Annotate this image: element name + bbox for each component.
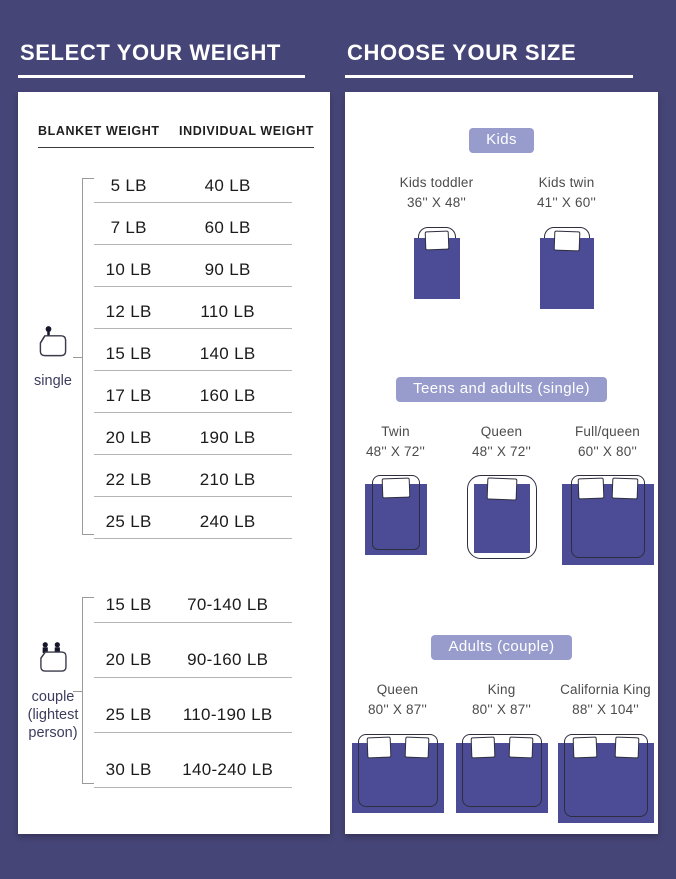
bed-illustration-twin [365, 475, 427, 561]
teens-adults-badge: Teens and adults (single) [396, 377, 607, 402]
table-header [38, 124, 314, 148]
size-name: Twin [381, 423, 410, 439]
blanket-weight-value: 15 LB [105, 344, 152, 363]
single-weight-section [24, 174, 330, 539]
couple-bracket [82, 597, 94, 784]
weight-row [94, 329, 292, 371]
size-dimensions: 41'' X 60'' [536, 195, 597, 211]
size-item-california-king [558, 680, 654, 826]
couple-sleepers-icon [34, 639, 72, 684]
individual-weight-value: 240 LB [199, 512, 256, 531]
weight-row [94, 455, 292, 497]
weight-row [94, 371, 292, 413]
pillow [404, 736, 429, 758]
size-dimensions: 88'' X 104'' [572, 702, 639, 718]
size-dimensions: 48'' X 72'' [471, 443, 532, 459]
pillow [424, 230, 449, 250]
blanket-weight-value: 30 LB [105, 760, 152, 779]
size-column [345, 40, 658, 834]
bed-illustration-california-king [558, 734, 654, 826]
single-rows [94, 174, 292, 539]
bed-illustration-queen-couple [352, 734, 444, 816]
size-group-teens-adults-single [349, 377, 654, 570]
blanket-weight-value: 20 LB [105, 428, 152, 447]
individual-weight-value: 60 LB [204, 218, 251, 237]
size-item-twin [348, 422, 444, 562]
blanket-weight-value: 20 LB [105, 650, 152, 669]
bed-illustration-kids-twin [537, 227, 597, 311]
individual-weight-value: 90 LB [204, 260, 251, 279]
couple-weight-section [24, 593, 330, 788]
pillow [508, 736, 533, 758]
adults-items [349, 680, 654, 826]
size-dimensions: 80'' X 87'' [471, 702, 532, 718]
bed-illustration-kids-toddler [411, 227, 463, 301]
adults-couple-badge: Adults (couple) [431, 635, 571, 660]
kids-items [349, 173, 654, 311]
couple-rows [94, 593, 292, 788]
pillow [577, 478, 604, 500]
blanket-weight-value: 12 LB [105, 302, 152, 321]
size-card [345, 92, 658, 834]
size-name: Queen [376, 682, 419, 697]
size-name: Kids toddler [399, 175, 474, 190]
pillow [611, 478, 638, 500]
bed-illustration-full-queen [562, 475, 654, 569]
size-group-adults-couple [349, 635, 654, 826]
pillow [553, 230, 580, 251]
pillow [366, 736, 391, 758]
blanket-weight-value: 25 LB [105, 512, 152, 531]
size-item-queen-couple [350, 680, 446, 816]
individual-weight-value: 210 LB [199, 470, 256, 489]
weight-row [94, 678, 292, 733]
single-sleeper-icon [35, 323, 71, 368]
size-dimensions: 80'' X 87'' [367, 702, 428, 718]
blanket-weight-value: 10 LB [105, 260, 152, 279]
size-name: California King [560, 682, 651, 697]
size-name: Full/queen [574, 423, 641, 439]
blanket-weight-value: 17 LB [105, 386, 152, 405]
pillow [614, 736, 639, 758]
bed-illustration-queen-single [467, 475, 537, 559]
weight-row [94, 174, 292, 203]
weight-row [94, 497, 292, 539]
couple-label: couple (lightest person) [27, 688, 79, 742]
individual-weight-value: 110-190 LB [182, 705, 273, 724]
blanket-weight-value: 5 LB [110, 176, 147, 195]
blanket-weight-value: 7 LB [110, 218, 147, 237]
blanket-weight-header: BLANKET WEIGHT [38, 124, 160, 138]
single-bracket [82, 178, 94, 535]
size-group-kids [349, 128, 654, 311]
size-item-queen-single [454, 422, 550, 560]
size-name: King [487, 682, 516, 697]
pillow [381, 478, 410, 499]
weight-row [94, 413, 292, 455]
size-item-king [454, 680, 550, 816]
pillow [486, 477, 517, 500]
individual-weight-value: 190 LB [199, 428, 256, 447]
weight-row [94, 733, 292, 788]
weight-row [94, 623, 292, 678]
blanket-weight-value: 22 LB [105, 470, 152, 489]
individual-weight-value: 40 LB [204, 176, 251, 195]
weight-row [94, 245, 292, 287]
individual-weight-value: 160 LB [199, 386, 256, 405]
weight-row [94, 203, 292, 245]
teens-items [349, 422, 654, 570]
individual-weight-value: 140 LB [199, 344, 256, 363]
individual-weight-value: 110 LB [200, 302, 255, 321]
blanket-weight-value: 15 LB [105, 595, 152, 614]
size-item-full-queen [560, 422, 656, 570]
individual-weight-value: 140-240 LB [182, 760, 274, 779]
size-dimensions: 48'' X 72'' [365, 443, 426, 459]
size-title: CHOOSE YOUR SIZE [345, 40, 633, 78]
size-item-kids-toddler [389, 173, 485, 301]
single-label: single [34, 372, 72, 389]
blanket-weight-value: 25 LB [105, 705, 152, 724]
individual-weight-value: 90-160 LB [187, 650, 269, 669]
pillow [572, 736, 597, 758]
size-name: Kids twin [538, 175, 595, 190]
weight-row [94, 593, 292, 623]
size-dimensions: 60'' X 80'' [577, 443, 638, 459]
weight-column [18, 40, 330, 834]
kids-badge: Kids [469, 128, 534, 153]
weight-title: SELECT YOUR WEIGHT [18, 40, 305, 78]
individual-weight-header: INDIVIDUAL WEIGHT [179, 124, 314, 138]
individual-weight-value: 70-140 LB [187, 595, 269, 614]
weight-row [94, 287, 292, 329]
pillow [470, 736, 495, 758]
size-item-kids-twin [519, 173, 615, 311]
weight-card [18, 92, 330, 834]
size-dimensions: 36'' X 48'' [406, 195, 467, 211]
bed-illustration-king [456, 734, 548, 816]
size-name: Queen [480, 423, 523, 439]
